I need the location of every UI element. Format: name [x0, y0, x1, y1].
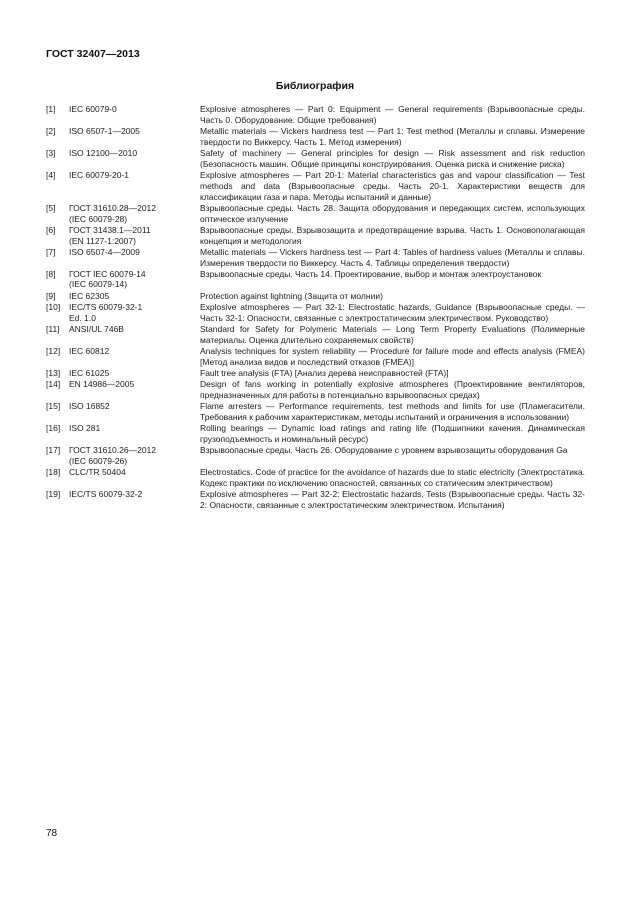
reference-title: Взрывоопасные среды. Взрывозащита и предотвращение взрыва. Часть 1. Основополагающая концепция и методология	[200, 224, 585, 246]
reference-item	[46, 379, 586, 401]
reference-item	[46, 467, 586, 489]
bibliography-title: Библиография	[275, 80, 355, 92]
reference-code: ANSI/UL 746B	[69, 323, 124, 334]
reference-number: [15]	[46, 400, 61, 411]
reference-title: Metallic materials — Vickers hardness test — Part 4: Tables of hardness values (Металлы и сплавы. Измерения твердости по Виккерсу. Часть 4. Таблицы определения твердости)	[200, 246, 585, 268]
reference-code: IEC/TS 60079-32-1 Ed. 1.0	[69, 301, 143, 323]
reference-number: [10]	[46, 301, 61, 312]
reference-title: Взрывоопасные среды. Часть 28. Защита оборудования и передающих систем, использующих оптическое излучение	[200, 202, 585, 224]
reference-code: ГОСТ 31438.1—2011 (EN 1127-1:2007)	[69, 224, 151, 246]
reference-title: Взрывоопасные среды. Часть 26. Оборудование с уровнем взрывозащиты оборудования Ga	[200, 444, 568, 455]
reference-title: Fault tree analysis (FTA) [Анализ дерева неисправностей (FTA)]	[200, 367, 449, 378]
reference-item	[46, 269, 586, 291]
reference-item	[46, 368, 586, 379]
reference-item	[46, 148, 586, 170]
reference-item	[46, 104, 586, 126]
reference-title: Metallic materials — Vickers hardness test — Part 1: Test method (Металлы и сплавы. Измерение твердости по Виккерсу. Часть 1. Метод измерения)	[200, 125, 585, 147]
reference-code: CLC/TR 50404	[69, 466, 126, 477]
reference-number: [8]	[46, 268, 56, 279]
reference-title: Protection against lightning (Защита от молнии)	[200, 290, 383, 301]
reference-code: ГОСТ 31610.26—2012 (IEC 60079-26)	[69, 444, 157, 466]
reference-item	[46, 170, 586, 202]
reference-title: Взрывоопасные среды. Часть 14. Проектирование, выбор и монтаж электроустановок	[200, 268, 542, 279]
reference-code: IEC 60079-0	[69, 104, 117, 114]
reference-number: [6]	[46, 224, 56, 235]
reference-number: [3]	[46, 147, 56, 158]
reference-number: [17]	[46, 444, 61, 455]
reference-title: Explosive atmospheres — Part 32-2: Electrostatic hazards, Tests (Взрывоопасные среды. Часть 32-2: Опасности, связанные с электростатическим электричеством. Испытания)	[200, 488, 585, 510]
reference-title: Explosive atmospheres — Part 32-1: Electrostatic hazards, Guidance (Взрывоопасные среды. — Часть 32-1: Опасности, связанные с электростатическим электричеством. Руководство)	[200, 301, 585, 323]
reference-item	[46, 291, 586, 302]
reference-number: [14]	[46, 379, 61, 389]
reference-item	[46, 203, 586, 225]
reference-code: IEC 62305	[69, 290, 110, 301]
reference-item	[46, 247, 586, 269]
reference-item	[46, 346, 586, 368]
reference-number: [7]	[46, 246, 56, 257]
reference-code: IEC 61025	[69, 367, 110, 378]
reference-item	[46, 423, 586, 445]
reference-code: ISO 281	[69, 422, 101, 433]
reference-number: [11]	[46, 323, 60, 334]
document-code: ГОСТ 32407—2013	[46, 48, 140, 60]
reference-title: Explosive atmospheres — Part 20-1: Material characteristics gas and vapour classification — Test methods and data (Взрывоопасные среды. Часть 20-1. Характеристики веществ для классификации газа и пара. Методы испытаний и данные)	[200, 169, 585, 202]
reference-code: ГОСТ IEC 60079-14 (IEC 60079-14)	[69, 268, 146, 290]
reference-code: IEC/TS 60079-32-2	[69, 488, 143, 499]
reference-title: Analysis techniques for system reliability — Procedure for failure mode and effects analysis (FMEA) [Метод анализа видов и последствий отказов (FMEA)]	[200, 345, 585, 367]
reference-item	[46, 302, 586, 324]
reference-number: [19]	[46, 488, 61, 499]
reference-code: ISO 6507-1—2005	[69, 125, 140, 136]
reference-number: [9]	[46, 290, 56, 301]
reference-code: ГОСТ 31610.28—2012 (IEC 60079-28)	[69, 202, 157, 224]
reference-item	[46, 489, 586, 511]
reference-code: IEC 60812	[69, 345, 110, 356]
reference-title: Standard for Safety for Polymeric Materials — Long Term Property Evaluations (Полимерные материалы. Оценка длительно сохраняемых свойств)	[200, 323, 585, 345]
reference-title: Flame arresters — Performance requirements, test methods and limits for use (Пламегасители. Требования к рабочим характеристикам, методы испытаний и ограничения в использовании)	[200, 400, 585, 422]
reference-item	[46, 324, 586, 346]
reference-number: [12]	[46, 345, 61, 356]
reference-number: [1]	[46, 104, 56, 114]
reference-code: IEC 60079-20-1	[69, 169, 130, 180]
reference-item	[46, 126, 586, 148]
reference-title: Electrostatics. Code of practice for the avoidance of hazards due to static electricity (Электростатика. Кодекс практики по исключению опасностей, связанных со статическим электричеством)	[200, 466, 585, 488]
reference-title: Safety of machinery — General principles for design — Risk assessment and risk reduction (Безопасность машин. Общие принципы конструирования. Оценка риска и снижение риска)	[200, 147, 585, 169]
reference-number: [2]	[46, 125, 56, 136]
reference-title: Explosive atmospheres — Part 0: Equipment — General requirements (Взрывоопасные среды. Часть 0. Оборудование. Общие требования)	[200, 104, 585, 125]
reference-code: ISO 6507-4—2009	[69, 246, 140, 257]
page-number: 78	[46, 828, 58, 839]
reference-number: [4]	[46, 169, 56, 180]
reference-code: ISO 16852	[69, 400, 110, 411]
reference-title: Rolling bearings — Dynamic load ratings and rating life (Подшипники качения. Динамическая грузоподъемность и номинальный ресурс)	[200, 422, 585, 444]
reference-number: [5]	[46, 202, 56, 213]
reference-title: Design of fans working in potentially explosive atmospheres (Проектирование вентиляторов, предназначенных для работы в потенциально взрывоопасных средах)	[200, 379, 585, 400]
reference-code: EN 14986—2005	[69, 379, 135, 389]
reference-number: [13]	[46, 367, 61, 378]
reference-code: ISO 12100—2010	[69, 147, 138, 158]
reference-item	[46, 401, 586, 423]
reference-item	[46, 225, 586, 247]
reference-number: [18]	[46, 466, 61, 477]
reference-item	[46, 445, 586, 467]
reference-list	[46, 104, 586, 511]
reference-number: [16]	[46, 422, 61, 433]
